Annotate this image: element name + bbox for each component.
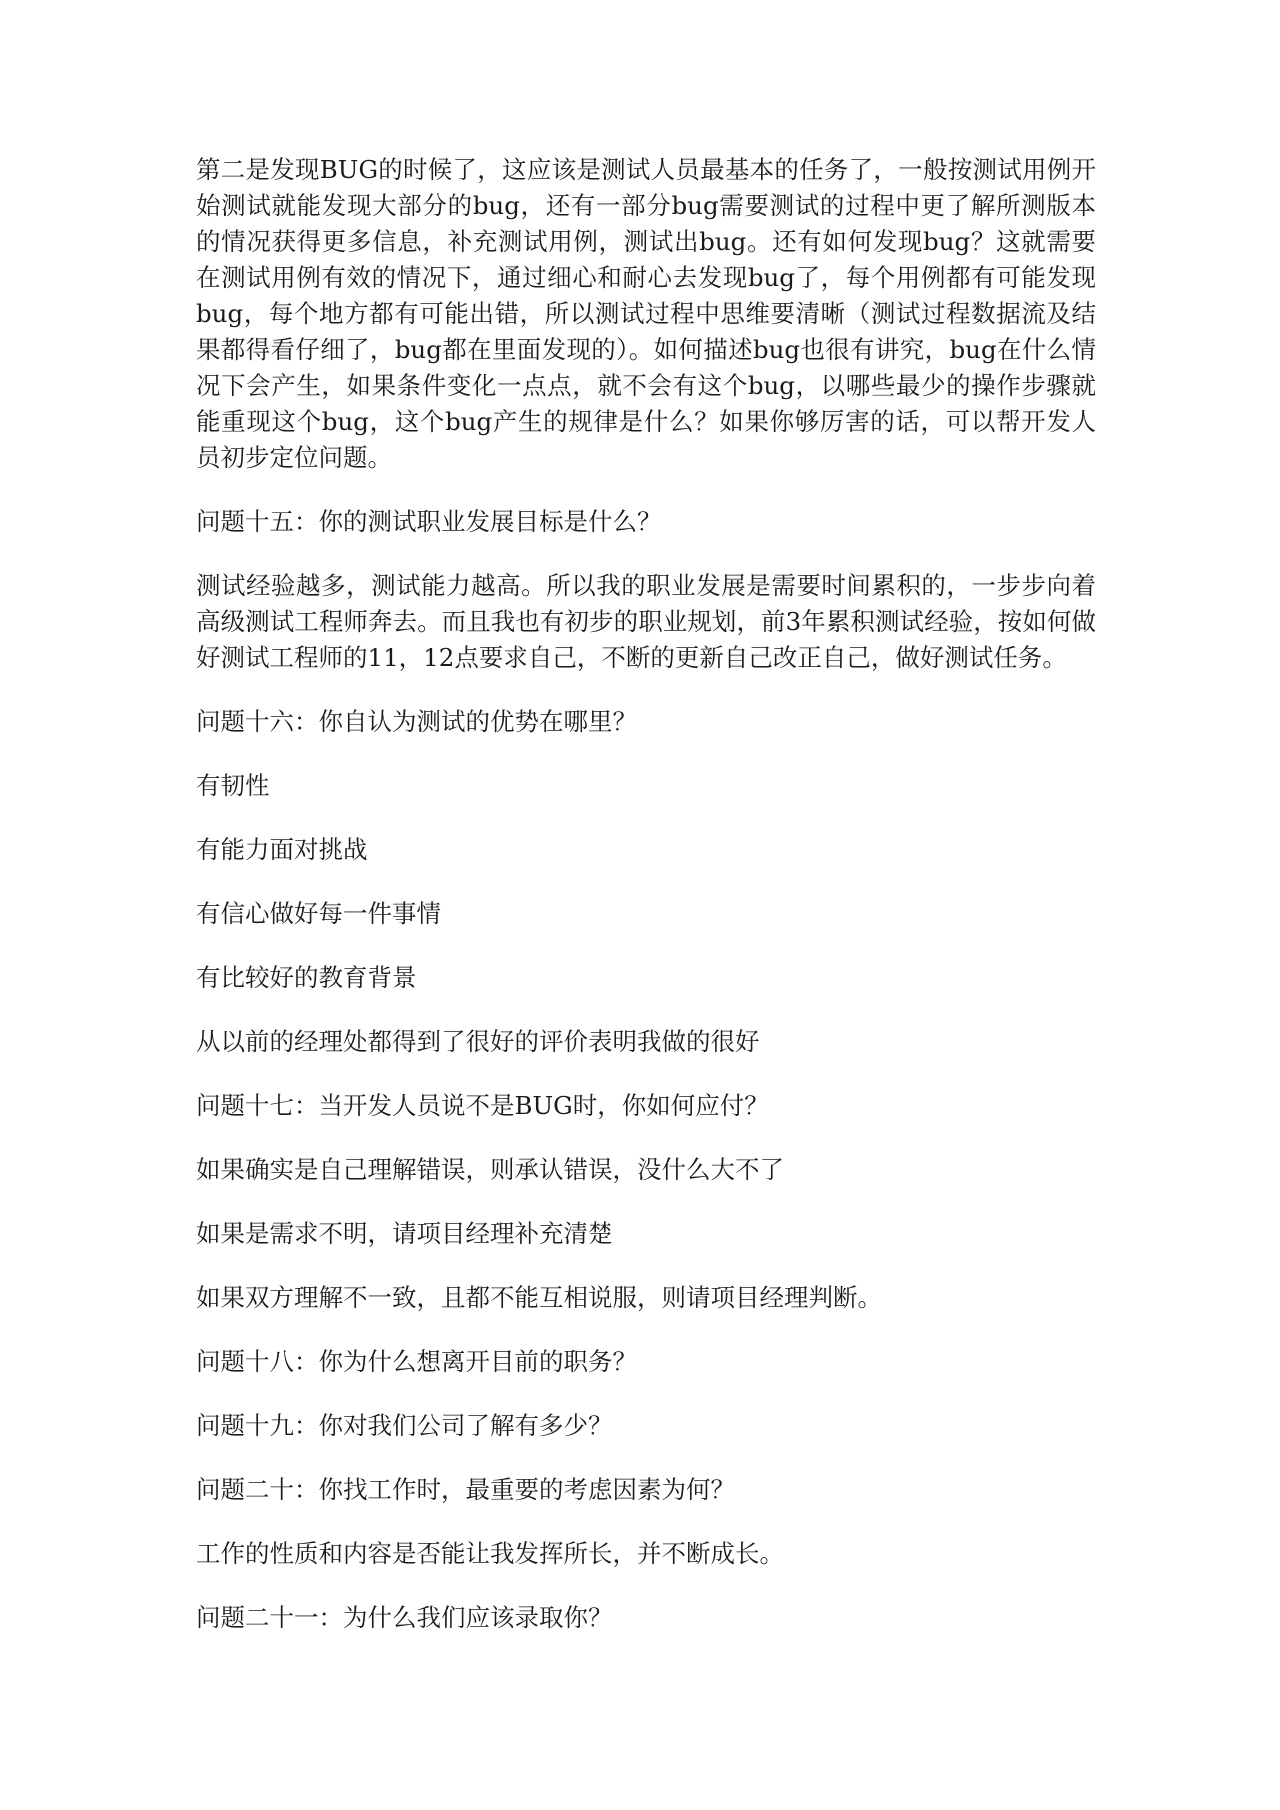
answer-20: 工作的性质和内容是否能让我发挥所长，并不断成长。 [196,1539,784,1568]
question-16: 问题十六：你自认为测试的优势在哪里？ [196,707,637,736]
answer-16-item-3: 有信心做好每一件事情 [196,899,441,928]
question-17: 问题十七：当开发人员说不是BUG时，你如何应付？ [196,1091,769,1120]
answer-15: 测试经验越多，测试能力越高。所以我的职业发展是需要时间累积的，一步步向着高级测试工程师奔去。而且我也有初步的职业规划，前3年累积测试经验，按如何做好测试工程师的11，12点要求自己，不断的更新自己改正自己，做好测试任务。 [196,571,1096,672]
question-19: 问题十九：你对我们公司了解有多少？ [196,1411,613,1440]
question-18: 问题十八：你为什么想离开目前的职务？ [196,1347,637,1376]
paragraph-bug-discovery: 第二是发现BUG的时候了，这应该是测试人员最基本的任务了，一般按测试用例开始测试就能发现大部分的bug，还有一部分bug需要测试的过程中更了解所测版本的情况获得更多信息，补充测试用例，测试出bug。还有如何发现bug？这就需要在测试用例有效的情况下，通过细心和耐心去发现bug了，每个用例都有可能发现bug，每个地方都有可能出错，所以测试过程中思维要清晰（测试过程数据流及结果都得看仔细了，bug都在里面发现的）。如何描述bug也很有讲究，bug在什么情况下会产生，如果条件变化一点点，就不会有这个bug，以哪些最少的操作步骤就能重现这个bug，这个bug产生的规律是什么？如果你够厉害的话，可以帮开发人员初步定位问题。 [196,155,1096,472]
question-15: 问题十五：你的测试职业发展目标是什么？ [196,507,662,536]
answer-16-item-2: 有能力面对挑战 [196,835,368,864]
answer-16-item-5: 从以前的经理处都得到了很好的评价表明我做的很好 [196,1027,760,1056]
question-21: 问题二十一：为什么我们应该录取你？ [196,1603,613,1632]
answer-17-item-2: 如果是需求不明，请项目经理补充清楚 [196,1219,613,1248]
document-body [196,152,1096,1636]
answer-16-item-1: 有韧性 [196,771,270,800]
question-20: 问题二十：你找工作时，最重要的考虑因素为何？ [196,1475,735,1504]
answer-16-item-4: 有比较好的教育背景 [196,963,417,992]
answer-17-item-3: 如果双方理解不一致，且都不能互相说服，则请项目经理判断。 [196,1283,882,1312]
answer-17-item-1: 如果确实是自己理解错误，则承认错误，没什么大不了 [196,1155,784,1184]
